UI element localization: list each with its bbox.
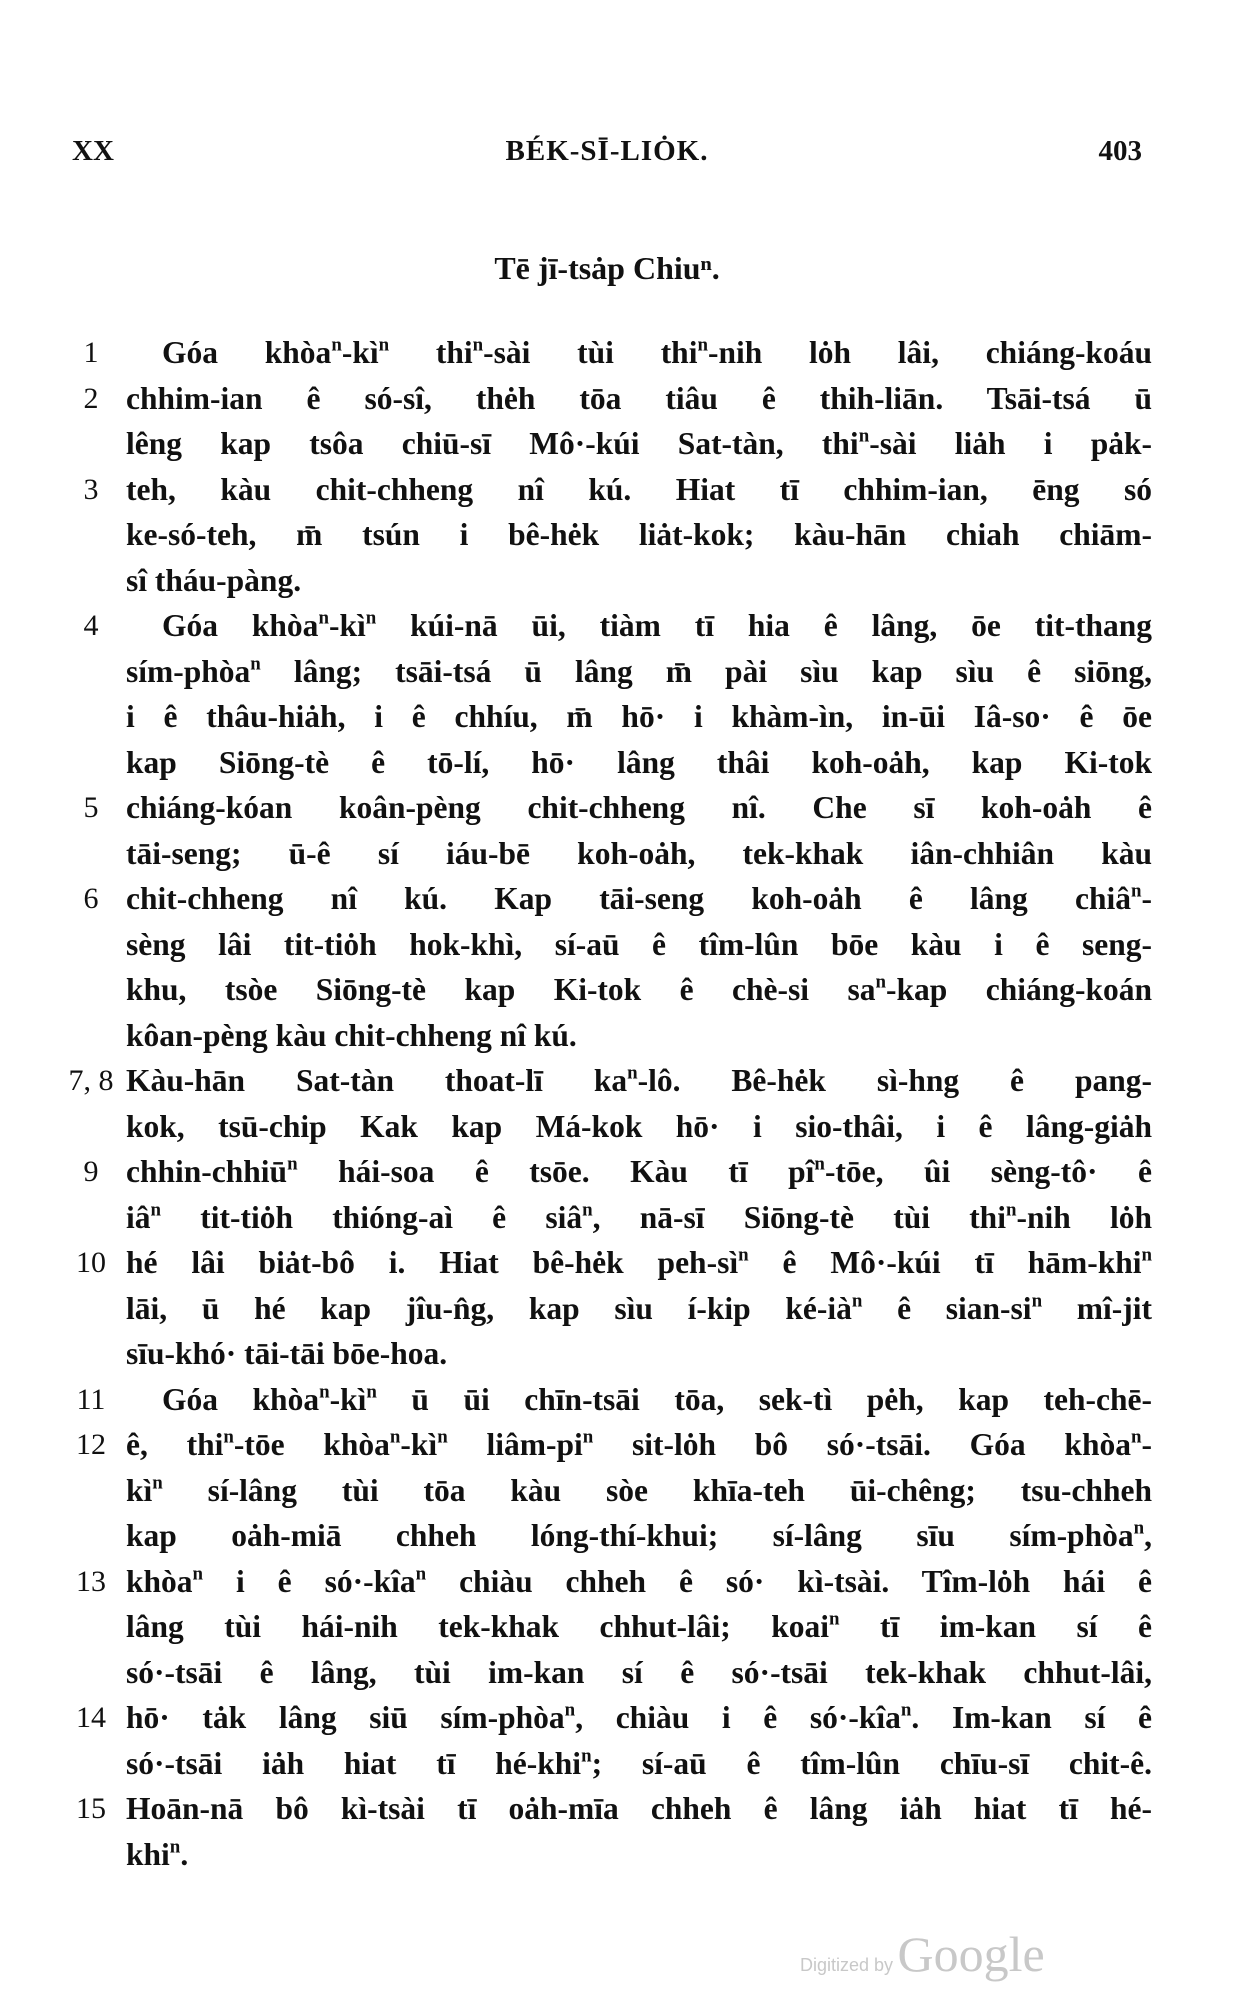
line-text: teh, kàu chit-chheng nî kú. Hiat tī chhim-ian, ēng só: [126, 471, 1152, 507]
verse-number: 10: [76, 1246, 106, 1279]
text-line: [62, 1786, 1152, 1832]
verse-number: 15: [76, 1792, 106, 1825]
verse-number: 9: [83, 1155, 99, 1188]
text-line: [62, 1240, 1152, 1286]
line-text: chit-chheng nî kú. Kap tāi-seng koh-oȧh ê lâng chiâ$^n$-: [126, 880, 1152, 916]
text-line: [62, 1650, 1152, 1696]
text-line: [62, 421, 1152, 467]
text-line: [62, 831, 1152, 877]
text-line: [62, 1013, 1152, 1059]
verse-number: 4: [83, 609, 99, 642]
line-text: kôan-pèng kàu chit-chheng nî kú.: [126, 1017, 577, 1053]
page-header: [72, 135, 1142, 175]
line-text: hé lâi biȧt-bô i. Hiat bê-hėk peh-$sì^n$ ê Mô·-kúi tī hām-khi$^n$: [126, 1244, 1153, 1280]
running-head-title: BÉK-SĪ-LIȮK.: [505, 135, 709, 167]
line-text: sīu-khó· tāi-tāi bōe-hoa.: [126, 1336, 448, 1371]
line-text: khòa$^n$ i ê só·-kîa$^n$ chiàu chheh ê só· kì-tsài. Tîm-lȯh hái ê: [126, 1563, 1152, 1599]
verse-number: 14: [76, 1701, 106, 1734]
line-text: lâng tùi hái-nih tek-khak chhut-lâi; koai$^n$ tī im-kan sí ê: [126, 1608, 1152, 1644]
line-text: chiáng-kóan koân-pèng chit-chheng nî. Che sī koh-oȧh ê: [126, 790, 1152, 825]
text-line: [62, 1422, 1152, 1468]
line-text: lāi, ū hé kap jîu-n̂g, kap sìu í-kip $ké-ià^n$ ê sian-$si^n$ mî-jit: [126, 1290, 1153, 1326]
line-text: ke-só-teh, m̄ tsún i bê-hėk liȧt-kok; kàu-hān chiah chiām-: [126, 517, 1152, 552]
text-line: [62, 649, 1152, 695]
verse-number: 2: [83, 381, 99, 415]
line-text: tāi-seng; ū-ê sí iáu-bē koh-oȧh, tek-khak iân-chhiân kàu: [126, 835, 1152, 871]
text-line: [62, 1104, 1152, 1150]
text-line: [62, 512, 1152, 558]
running-head-left: XX: [72, 135, 114, 167]
line-text: Hoān-nā bô kì-tsài tī oȧh-mīa chheh ê lâng iȧh hiat tī hé-: [126, 1791, 1152, 1826]
text-line: [62, 1604, 1152, 1650]
verse-number: 11: [76, 1382, 106, 1416]
text-line: [62, 740, 1152, 786]
text-line: [62, 1468, 1152, 1514]
line-text: khu, tsòe Siōng-tè kap Ki-tok ê chè-si $sa^n$-kap chiáng-koán: [126, 971, 1153, 1007]
text-line: [62, 330, 1152, 376]
verse-number: 5: [83, 791, 99, 824]
text-line: [62, 1331, 1152, 1377]
line-text: hō· tȧk lâng siū sím-phòa$^n$, chiàu i ê só·-kîa$^n$. Im-kan sí ê: [126, 1699, 1152, 1735]
text-line: [62, 694, 1152, 740]
verse-number: 13: [76, 1564, 106, 1598]
text-line: [62, 376, 1152, 422]
verse-number: 6: [83, 882, 99, 915]
line-text: chhin-chhiū$^n$ hái-soa ê tsōe. Kàu tī $pî^n$-tōe, ûi sèng-tô· ê: [126, 1153, 1152, 1189]
text-line: [62, 467, 1152, 513]
text-line: [62, 1832, 1152, 1878]
text-line: [62, 922, 1152, 968]
line-text: $iâ^n$ tit-tiȯh thióng-aì ê siâ$^n$, nā-sī Siōng-tè tùi thi$^n$-nih lȯh: [126, 1199, 1153, 1235]
verse-number: 3: [83, 472, 99, 506]
page-number: 403: [1098, 135, 1142, 167]
text-line: [62, 1195, 1152, 1241]
line-text: Góa $khòa^n-kì^n$ thi$^n$-sài tùi thi$^n$-nih lȯh lâi, chiáng-koáu: [162, 334, 1153, 370]
text-line: [62, 1286, 1152, 1332]
line-text: sî tháu-pàng.: [126, 562, 302, 598]
text-line: [62, 1741, 1152, 1787]
line-text: kok, tsū-chip Kak kap Má-kok hō· i sio-thâi, i ê lâng-giȧh: [126, 1108, 1152, 1144]
text-body: [62, 330, 1152, 1877]
text-line: [62, 1513, 1152, 1559]
line-text: kap Siōng-tè ê tō-lí, hō· lâng thâi koh-oȧh, kap Ki-tok: [126, 744, 1152, 780]
line-text: só·-tsāi iȧh hiat tī hé-khi$^n$; sí-aū ê tîm-lûn chīu-sī chit-ê.: [126, 1745, 1152, 1781]
text-line: [62, 1058, 1152, 1104]
text-line: [62, 558, 1152, 604]
line-text: khi$^n$.: [126, 1836, 189, 1872]
verse-number: 12: [76, 1428, 106, 1461]
text-line: [62, 967, 1152, 1013]
text-line: [62, 876, 1152, 922]
verse-number: 1: [83, 336, 99, 369]
verse-number: 7, 8: [68, 1064, 114, 1097]
line-text: Góa $khòa^n-kì^n$ ū ūi chīn-tsāi tōa, sek-tì pėh, kap teh-chē-: [162, 1381, 1152, 1417]
text-line: [62, 603, 1152, 649]
digitized-watermark: [800, 1925, 1045, 1983]
line-text: Kàu-hān Sat-tàn thoat-lī $ka^n-lô$. Bê-hėk sì-hng ê pang-: [126, 1062, 1152, 1098]
line-text: kap oȧh-miā chheh lóng-thí-khui; sí-lâng sīu sím-phòa$^n$,: [126, 1517, 1152, 1553]
line-text: sím-phòa$^n$ lâng; tsāi-tsá ū lâng m̄ pài sìu kap sìu ê siōng,: [126, 653, 1152, 689]
line-text: i ê thâu-hiȧh, i ê chhíu, m̄ hō· i khàm-ìn, in-ūi Iâ-so· ê ōe: [126, 699, 1152, 734]
text-line: [62, 1695, 1152, 1741]
line-text: só·-tsāi ê lâng, tùi im-kan sí ê só·-tsāi tek-khak chhut-lâi,: [126, 1654, 1152, 1690]
line-text: ê, thi$^n$-tōe $khòa^n-kì^n$ liâm-$pi^n$ sit-lȯh bô só·-tsāi. Góa khòa$^n$-: [126, 1426, 1152, 1462]
text-line: [62, 1149, 1152, 1195]
line-text: Góa $khòa^n-kì^n$ kúi-nā ūi, tiàm tī hia ê lâng, ōe tit-thang: [162, 607, 1153, 643]
text-line: [62, 1377, 1152, 1423]
line-text: $kì^n$ sí-lâng tùi tōa kàu sòe khīa-teh ūi-chêng; tsu-chheh: [126, 1472, 1152, 1508]
chapter-title: Tē jī-tsȧp Chiuⁿ.: [494, 250, 720, 286]
line-text: chhim-ian ê só-sî, thėh tōa tiâu ê thih-liān. Tsāi-tsá ū: [126, 380, 1152, 416]
watermark-prefix: Digitized by: [800, 1955, 894, 1975]
line-text: lêng kap tsôa chiū-sī Mô·-kúi Sat-tàn, thi$^n$-sài liȧh i pȧk-: [126, 425, 1152, 461]
text-line: [62, 1559, 1152, 1605]
google-logo: Google: [897, 1926, 1045, 1982]
text-line: [62, 785, 1152, 831]
line-text: sèng lâi tit-tiȯh hok-khì, sí-aū ê tîm-lûn bōe kàu i ê seng-: [126, 926, 1152, 962]
